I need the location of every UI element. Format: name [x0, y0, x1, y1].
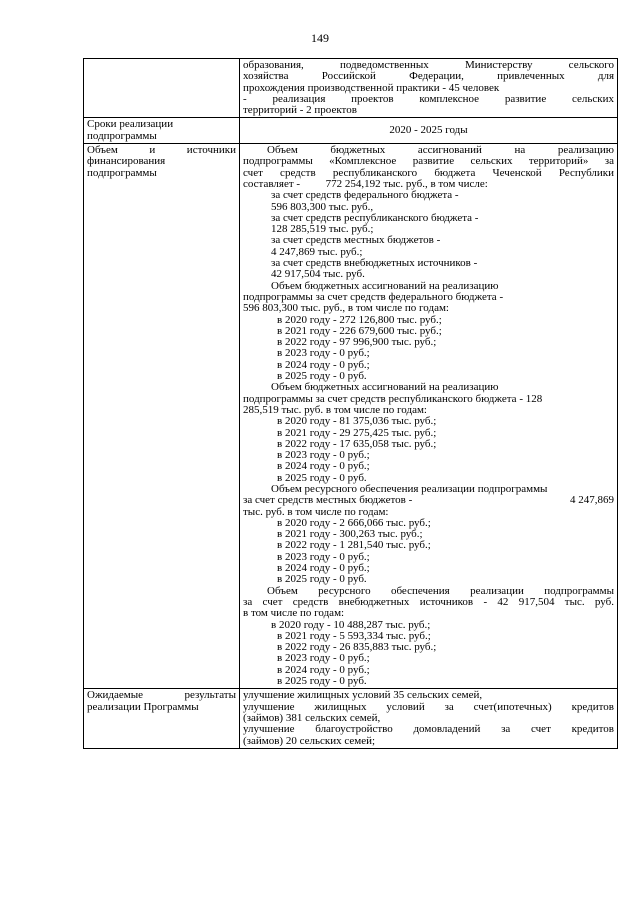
year-line: в 2024 году - 0 руб.; [277, 562, 370, 575]
cell-label-terms [84, 118, 240, 144]
text-line: финансирования [87, 155, 166, 168]
text-line: улучшение жилищных условий за счет(ипотечных) кредитов [243, 700, 614, 713]
text-line: подпрограммы [87, 166, 157, 179]
year-line: в 2025 году - 0 руб. [277, 370, 367, 383]
cell-terms-value: 2020 - 2025 годы [240, 118, 618, 144]
text-line: 596 803,300 тыс. руб., в том числе по годам: [243, 302, 449, 315]
text-line: подпрограммы «Комплексное развитие сельских территорий» за [243, 155, 614, 168]
text-line: - реализация проектов комплексное развитие сельских [243, 92, 614, 105]
text-line: Сроки реализации [87, 118, 174, 131]
table-row-terms [84, 118, 618, 144]
year-line: в 2020 году - 272 126,800 тыс. руб.; [277, 313, 442, 326]
text-line: Объем бюджетных ассигнований на реализацию [267, 144, 614, 157]
year-line: в 2022 году - 17 635,058 тыс. руб.; [277, 437, 437, 450]
text-line: улучшение жилищных условий 35 сельских семей, [243, 689, 483, 702]
text-line: реализации Программы [87, 700, 199, 713]
table-row-financing [84, 144, 618, 689]
year-line: в 2024 году - 0 руб.; [277, 460, 370, 473]
year-line: в 2023 году - 0 руб.; [277, 449, 370, 462]
text-line: территорий - 2 проектов [243, 104, 357, 117]
year-line: в 2021 году - 226 679,600 тыс. руб.; [277, 324, 442, 337]
page-number: 149 [311, 31, 329, 45]
year-line: в 2024 году - 0 руб.; [277, 358, 370, 371]
text-line: Объем ресурсного обеспечения реализации подпрограммы [271, 482, 548, 495]
cell-results-value [240, 689, 618, 748]
year-line: в 2020 году - 10 488,287 тыс. руб.; [271, 618, 431, 631]
local-total-value: 4 247,869 [570, 494, 614, 507]
year-line: в 2022 году - 26 835,883 тыс. руб.; [277, 641, 437, 654]
year-line: в 2022 году - 97 996,900 тыс. руб.; [277, 336, 437, 349]
text-line: (займов) 20 сельских семей; [243, 734, 376, 747]
year-line: в 2023 году - 0 руб.; [277, 347, 370, 360]
text-line: Объем бюджетных ассигнований на реализацию [271, 381, 499, 394]
year-line: в 2024 году - 0 руб.; [277, 663, 370, 676]
year-line: в 2025 году - 0 руб. [277, 573, 367, 586]
text-line: 285,519 тыс. руб. в том числе по годам: [243, 403, 427, 416]
total-value: 772 254,192 тыс. руб., в том числе: [325, 177, 488, 190]
text-line: хозяйства Российской Федерации, привлеченных для [243, 70, 614, 83]
text-line: 42 917,504 тыс. руб. [271, 268, 365, 281]
year-line: в 2023 году - 0 руб.; [277, 550, 370, 563]
text-line: за счет средств внебюджетных источников - [271, 257, 478, 270]
text-line: образования, подведомственных Министерству сельского [243, 59, 614, 71]
text-line: 4 247,869 тыс. руб.; [271, 245, 363, 258]
year-line: в 2020 году - 2 666,066 тыс. руб.; [277, 516, 431, 529]
text-line: за счет средств внебюджетных источников - 42 917,504 тыс. руб. [243, 595, 614, 608]
text-line: тыс. руб. в том числе по годам: [243, 505, 389, 518]
local-total-line [243, 495, 614, 506]
text-line: прохождения производственной практики - 45 человек [243, 81, 500, 94]
total-label: составляет - [243, 177, 301, 190]
passport-table [83, 58, 618, 749]
text-line: улучшение благоустройство домовладений за счет кредитов [243, 723, 614, 736]
text-line: в том числе по годам: [243, 607, 345, 620]
cell-label-financing [84, 144, 240, 689]
year-line: в 2021 году - 300,263 тыс. руб.; [277, 528, 423, 541]
year-line: в 2025 году - 0 руб. [277, 471, 367, 484]
text-line: за счет средств местных бюджетов - [243, 494, 413, 507]
text-line: подпрограммы [87, 129, 157, 142]
cell-results-continued [240, 59, 618, 118]
cell-label-results [84, 689, 240, 748]
text-line: подпрограммы за счет средств федерального бюджета - [243, 290, 504, 303]
text-line: Объем и источники [87, 144, 236, 157]
text-line: за счет средств республиканского бюджета - [271, 211, 479, 224]
cell-empty [84, 59, 240, 118]
table-row-continuation [84, 59, 618, 118]
text-line: 128 285,519 тыс. руб.; [271, 223, 374, 236]
year-line: в 2022 году - 1 281,540 тыс. руб.; [277, 539, 431, 552]
text-line: Объем бюджетных ассигнований на реализацию [271, 279, 499, 292]
text-line: за счет средств федерального бюджета - [271, 189, 459, 202]
cell-financing-value [240, 144, 618, 689]
table-row-results [84, 689, 618, 748]
text-line: счет средств республиканского бюджета Чеченской Республики [243, 166, 614, 179]
text-line: Ожидаемые результаты [87, 689, 236, 702]
year-line: в 2021 году - 29 275,425 тыс. руб.; [277, 426, 437, 439]
year-line: в 2025 году - 0 руб. [277, 675, 367, 688]
text-line: Объем ресурсного обеспечения реализации подпрограммы [267, 584, 614, 597]
text-line: (займов) 381 сельских семей, [243, 711, 381, 724]
year-line: в 2021 году - 5 593,334 тыс. руб.; [277, 629, 431, 642]
text-line: подпрограммы за счет средств республиканского бюджета - 128 [243, 392, 543, 405]
year-line: в 2023 году - 0 руб.; [277, 652, 370, 665]
year-line: в 2020 году - 81 375,036 тыс. руб.; [277, 415, 437, 428]
text-line: за счет средств местных бюджетов - [271, 234, 441, 247]
text-line: 596 803,300 тыс. руб., [271, 200, 374, 213]
